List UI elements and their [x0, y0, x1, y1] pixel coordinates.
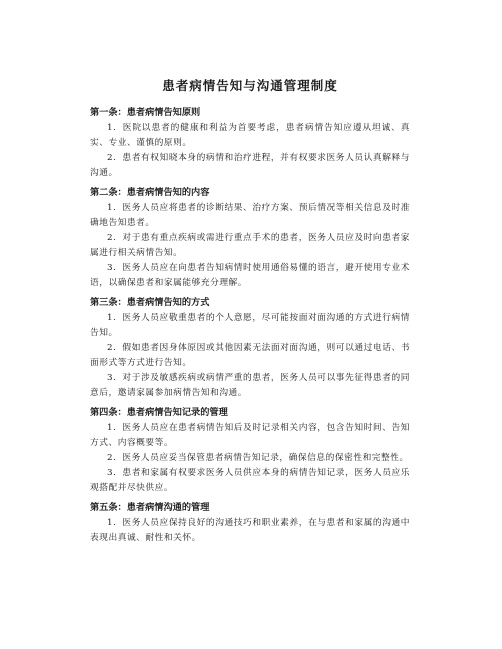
clause-number: 1.: [107, 423, 117, 433]
section-2: [90, 186, 410, 291]
clause-text: 患者和家属有权要求医务人员供应本身的病情告知记录，医务人员应乐观搭配并尽快供应。: [90, 468, 410, 493]
clause-text: 对于涉及敏感疾病或病情严重的患者，医务人员可以事先征得患者的同意后，邀请家属参加病情告知和沟通。: [90, 373, 410, 398]
clause-text: 医务人员应将患者的诊断结果、治疗方案、预后情况等相关信息及时准确地告知患者。: [90, 203, 410, 228]
clause-paragraph: [90, 516, 410, 546]
clause-paragraph: [90, 451, 410, 466]
section-3: [90, 296, 410, 401]
clause-paragraph: [90, 201, 410, 231]
section-heading: 第四条：患者病情告知记录的管理: [90, 407, 228, 418]
document-page: [90, 78, 410, 551]
clause-text: 对于患有重点疾病或需进行重点手术的患者，医务人员应及时向患者家属进行相关病情告知。: [90, 233, 410, 258]
clause-paragraph: [90, 371, 410, 401]
section-4: [90, 406, 410, 496]
section-1: [90, 106, 410, 181]
clause-text: 患者有权知晓本身的病情和治疗进程，并有权要求医务人员认真解释与沟通。: [90, 153, 410, 178]
document-title: 患者病情告知与沟通管理制度: [162, 78, 338, 93]
clause-number: 2.: [107, 453, 117, 463]
section-heading: 第一条：患者病情告知原则: [90, 107, 201, 118]
section-5: [90, 501, 410, 546]
section-heading: 第二条：患者病情告知的内容: [90, 187, 210, 198]
clause-text: 医务人员应在患者病情告知后及时记录相关内容，包含告知时间、告知方式、内容概要等。: [90, 423, 410, 448]
clause-number: 2.: [107, 233, 117, 243]
clause-paragraph: [90, 261, 410, 291]
clause-paragraph: [90, 421, 410, 451]
clause-text: 医务人员应保持良好的沟通技巧和职业素养，在与患者和家属的沟通中表现出真诚、耐性和关怀。: [90, 518, 410, 543]
clause-number: 1.: [107, 518, 117, 528]
clause-number: 1.: [107, 123, 117, 133]
clause-text: 假如患者因身体原因或其他因素无法面对面沟通，则可以通过电话、书面形式等方式进行告知。: [90, 343, 410, 368]
clause-number: 1.: [107, 313, 117, 323]
clause-text: 医院以患者的健康和利益为首要考虑，患者病情告知应遵从坦诚、真实、专业、谨慎的原则。: [90, 123, 410, 148]
section-heading: 第五条：患者病情沟通的管理: [90, 502, 210, 513]
clause-text: 医务人员应妥当保管患者病情告知记录，确保信息的保密性和完整性。: [122, 453, 409, 463]
clause-paragraph: [90, 341, 410, 371]
clause-number: 1.: [107, 203, 117, 213]
clause-paragraph: [90, 466, 410, 496]
clause-text: 医务人员应在向患者告知病情时使用通俗易懂的语言，避开使用专业术语，以确保患者和家属能够充分理解。: [90, 263, 410, 288]
clause-paragraph: [90, 121, 410, 151]
clause-paragraph: [90, 311, 410, 341]
clause-paragraph: [90, 231, 410, 261]
clause-number: 2.: [107, 153, 117, 163]
clause-number: 3.: [107, 263, 117, 273]
clause-number: 2.: [107, 343, 117, 353]
clause-number: 3.: [107, 373, 117, 383]
clause-paragraph: [90, 151, 410, 181]
clause-number: 3.: [107, 468, 117, 478]
section-heading: 第三条：患者病情告知的方式: [90, 297, 210, 308]
clause-text: 医务人员应敬重患者的个人意愿，尽可能按面对面沟通的方式进行病情告知。: [90, 313, 410, 338]
